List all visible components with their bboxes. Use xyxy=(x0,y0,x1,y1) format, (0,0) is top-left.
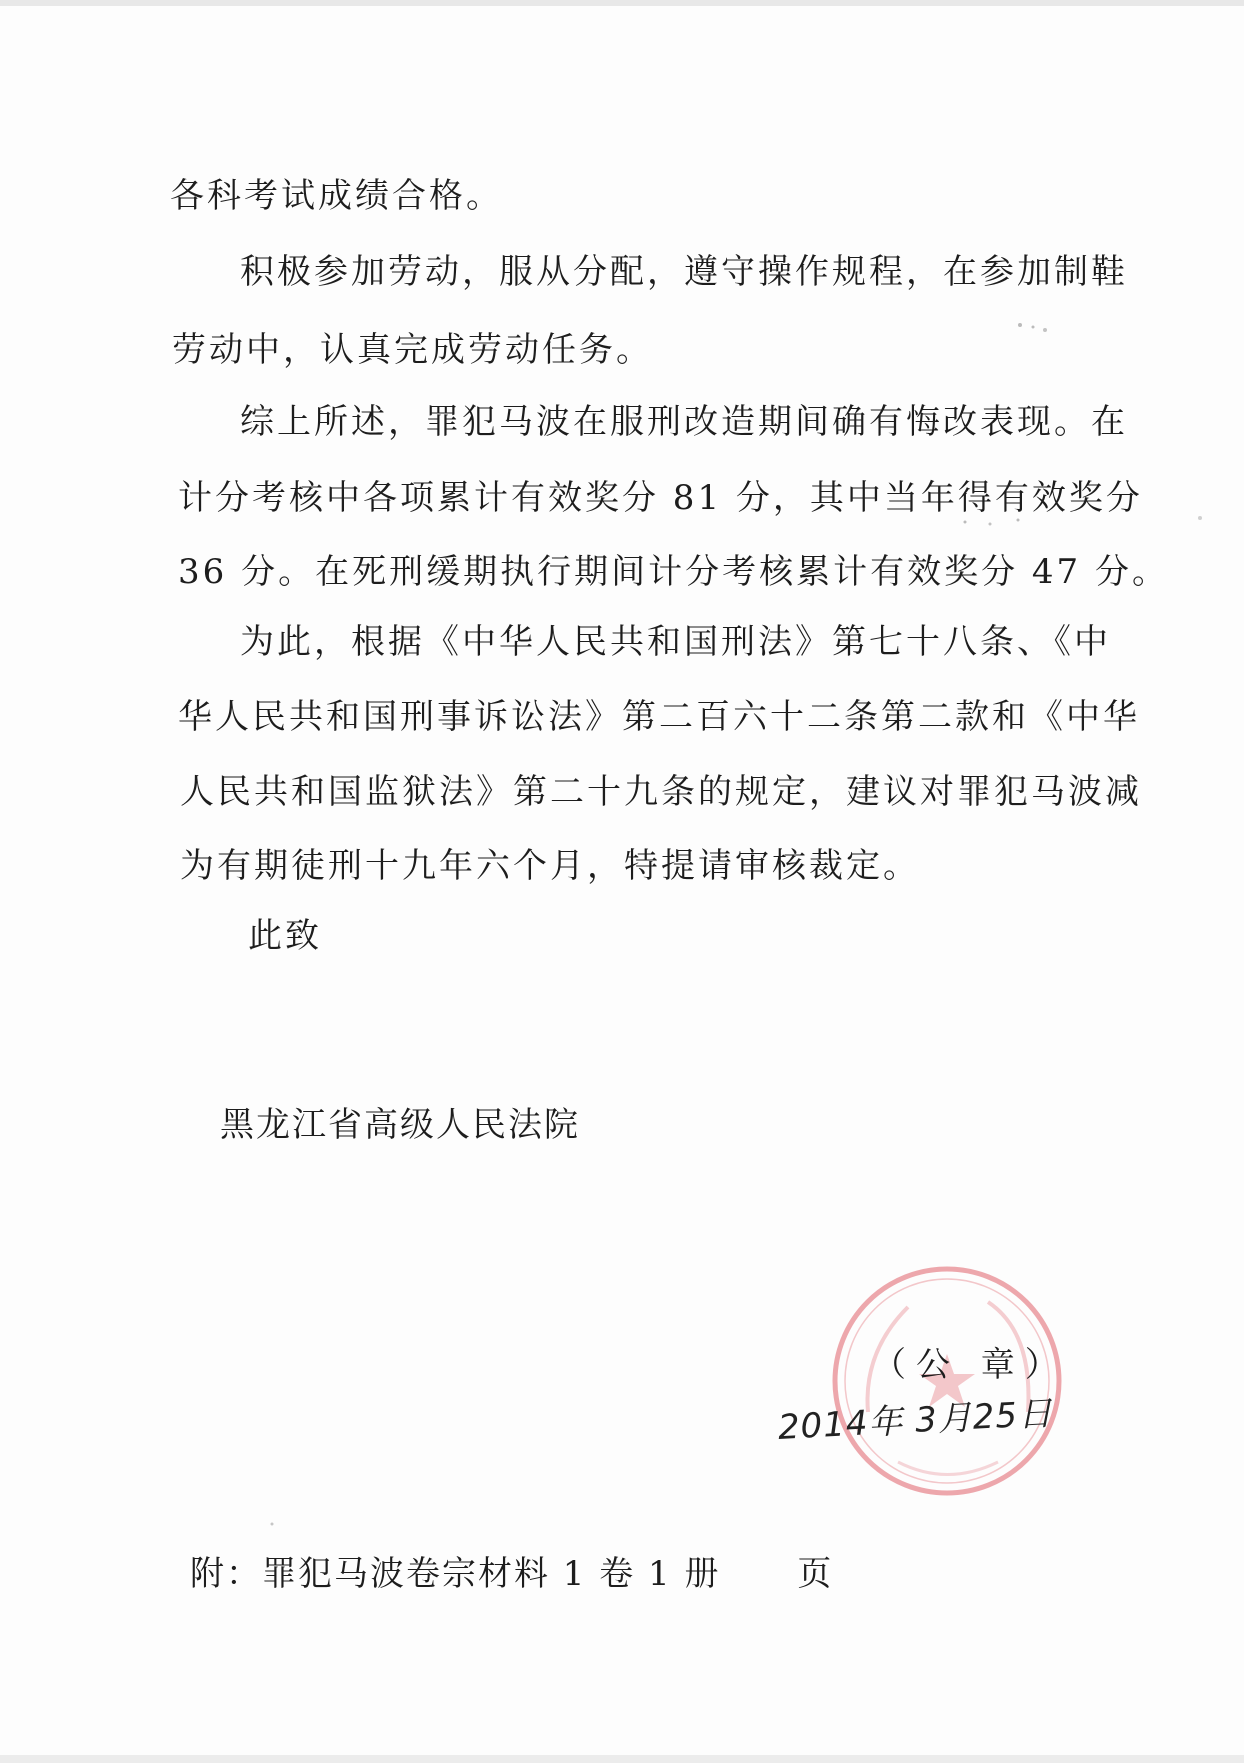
paragraph-line: 劳动中，认真完成劳动任务。 xyxy=(172,330,653,370)
paragraph-line: 积极参加劳动，服从分配，遵守操作规程，在参加制鞋 xyxy=(240,252,1128,292)
seal-label: （公 章） xyxy=(872,1345,1069,1385)
paragraph-line: 为有期徒刑十九年六个月，特提请审核裁定。 xyxy=(180,846,920,886)
paragraph-line: 人民共和国监狱法》第二十九条的规定，建议对罪犯马波减 xyxy=(180,772,1142,812)
paragraph-line: 华人民共和国刑事诉讼法》第二百六十二条第二款和《中华 xyxy=(178,697,1140,737)
paragraph-line: 为此，根据《中华人民共和国刑法》第七十八条、《中 xyxy=(240,622,1111,662)
attachment-note: 附：罪犯马波卷宗材料 1 卷 1 册 页 xyxy=(190,1554,834,1594)
paragraph-line: 计分考核中各项累计有效奖分 81 分，其中当年得有效奖分 xyxy=(178,478,1143,518)
handwritten-date: 2014年 3月25日 xyxy=(776,1393,1054,1448)
court-name: 黑龙江省高级人民法院 xyxy=(220,1105,580,1145)
paragraph-line: 各科考试成绩合格。 xyxy=(170,176,503,216)
paragraph-line: 36 分。在死刑缓期执行期间计分考核累计有效奖分 47 分。 xyxy=(178,552,1169,592)
paragraph-line: 综上所述，罪犯马波在服刑改造期间确有悔改表现。在 xyxy=(240,402,1128,442)
salutation: 此致 xyxy=(248,916,322,956)
